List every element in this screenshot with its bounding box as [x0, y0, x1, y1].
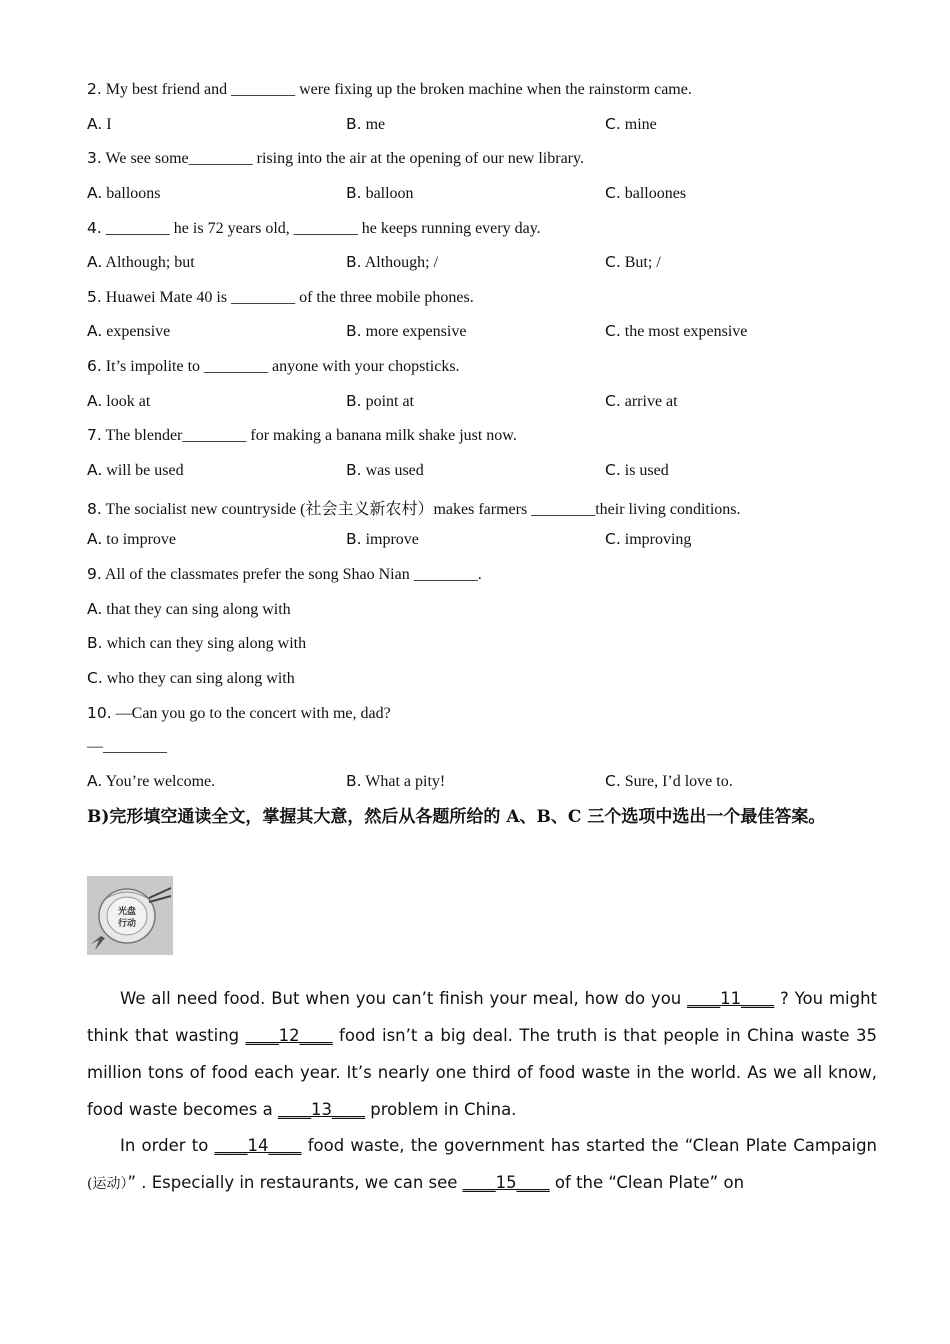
option-c[interactable]: C. But; / [605, 253, 661, 271]
question-6 [87, 357, 460, 376]
option-c[interactable]: C. mine [605, 115, 657, 133]
question-7 [87, 426, 517, 445]
option-c[interactable]: C. is used [605, 461, 669, 479]
passage-paragraph-1: We all need food. But when you can’t finish your meal, how do you ____11____ ? You might think that wasting ____12____ food isn’t a big deal. The truth is that people in China waste 35 million tons of food each year. It’s nearly one third of food waste in the world. As we all know, food waste becomes a ____13____ problem in China. [87, 989, 877, 1119]
option-a[interactable]: A. I [87, 115, 112, 133]
question-stem: We see some________ rising into the air at the opening of our new library. [105, 150, 584, 167]
option-a[interactable]: A. that they can sing along with [87, 600, 291, 618]
option-b[interactable]: B. What a pity! [346, 772, 446, 790]
option-a[interactable]: A. Although; but [87, 253, 195, 271]
question-number: 5. [87, 288, 102, 306]
question-10 [87, 704, 391, 723]
plate-illustration-icon [87, 876, 173, 955]
option-b[interactable]: B. Although; / [346, 253, 439, 271]
question-number: 8. [87, 500, 102, 518]
question-number: 4. [87, 219, 102, 237]
option-b[interactable]: B. point at [346, 392, 414, 410]
question-stem: It’s impolite to ________ anyone with your chopsticks. [105, 358, 460, 375]
question-10-reply-line [87, 738, 167, 756]
question-stem: All of the classmates prefer the song Shao Nian ________. [104, 566, 482, 583]
image-caption-line-1: 光盘 [117, 907, 137, 917]
option-a[interactable]: A. will be used [87, 461, 184, 479]
answer-blank: —________ [87, 738, 167, 755]
question-4 [87, 219, 541, 238]
option-b[interactable]: B. improve [346, 530, 419, 548]
question-number: 3. [87, 149, 102, 167]
blank-14[interactable]: ____14____ [214, 1136, 302, 1155]
question-2 [87, 80, 692, 99]
option-c[interactable]: C. Sure, I’d love to. [605, 772, 733, 790]
option-b[interactable]: B. balloon [346, 184, 414, 202]
option-a[interactable]: A. to improve [87, 530, 177, 548]
question-5 [87, 288, 474, 307]
question-stem: Huawei Mate 40 is ________ of the three mobile phones. [105, 289, 474, 306]
question-stem: The blender________ for making a banana milk shake just now. [105, 427, 517, 444]
option-a[interactable]: A. balloons [87, 184, 161, 202]
option-b[interactable]: B. was used [346, 461, 424, 479]
question-8 [87, 496, 741, 519]
option-a[interactable]: A. look at [87, 392, 151, 410]
option-a[interactable]: A. expensive [87, 322, 171, 340]
clean-plate-campaign-image [87, 876, 173, 955]
option-c[interactable]: C. arrive at [605, 392, 678, 410]
question-number: 10. [87, 704, 112, 722]
question-9 [87, 565, 482, 584]
question-stem: —Can you go to the concert with me, dad? [115, 705, 391, 722]
option-c[interactable]: C. balloones [605, 184, 687, 202]
option-c[interactable]: C. improving [605, 530, 692, 548]
question-number: 6. [87, 357, 102, 375]
blank-11[interactable]: ____11____ [687, 989, 775, 1008]
question-stem: ________ he is 72 years old, ________ he keeps running every day. [105, 220, 541, 237]
question-number: 2. [87, 80, 102, 98]
question-3 [87, 149, 584, 168]
passage-paragraph-2: In order to ____14____ food waste, the government has started the “Clean Plate Campaign (运动）” . Especially in restaurants, we can see ____15____ of the “Clean Plate” on [87, 1136, 878, 1192]
option-b[interactable]: B. which can they sing along with [87, 634, 307, 652]
blank-15[interactable]: ____15____ [462, 1173, 550, 1192]
question-number: 7. [87, 426, 102, 444]
question-stem: The socialist new countryside (社会主义新农村）makes farmers ________their living conditions. [105, 501, 741, 518]
blank-13[interactable]: ____13____ [278, 1100, 365, 1119]
question-number: 9. [87, 565, 102, 583]
image-caption-line-2: 行动 [117, 919, 137, 929]
option-b[interactable]: B. me [346, 115, 386, 133]
question-stem: My best friend and ________ were fixing up the broken machine when the rainstorm came. [105, 81, 692, 98]
option-c[interactable]: C. the most expensive [605, 322, 748, 340]
option-c[interactable]: C. who they can sing along with [87, 669, 295, 687]
option-a[interactable]: A. You’re welcome. [87, 772, 216, 790]
section-heading: B)完形填空通读全文，掌握其大意，然后从各题所给的 A、B、C 三个选项中选出一个最佳答案。 [87, 807, 826, 827]
blank-12[interactable]: ____12____ [245, 1026, 333, 1045]
option-b[interactable]: B. more expensive [346, 322, 467, 340]
